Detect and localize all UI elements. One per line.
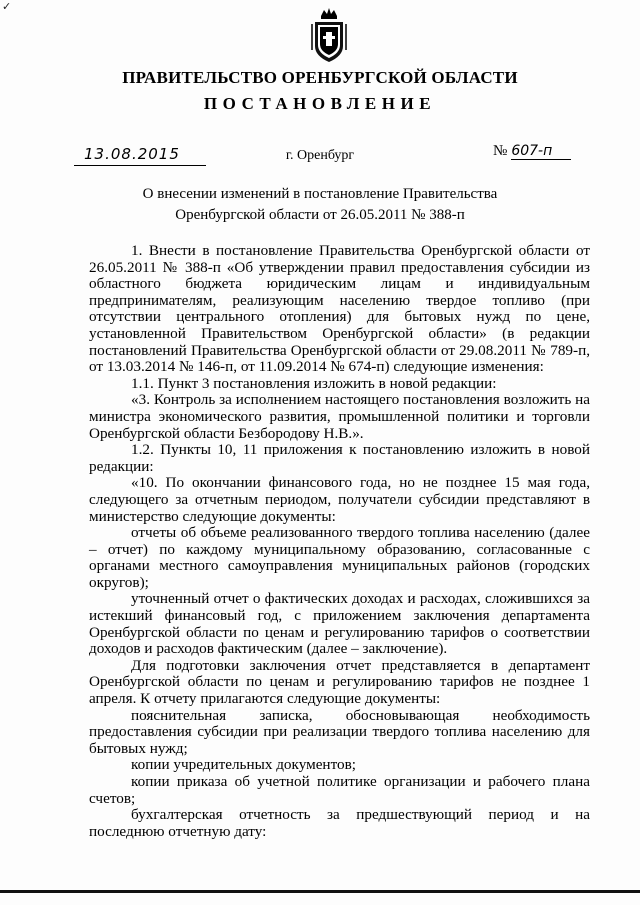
subject-line: О внесении изменений в постановление Правительства (142, 186, 498, 202)
body-paragraph: «3. Контроль за исполнением настоящего постановления возложить на министра экономического развития, промышленной политики и торговли Оренбургской области Безбородову Н.В.». (89, 391, 590, 442)
body-paragraph: уточненный отчет о фактических доходах и расходах, сложившихся за истекший финансовый год, с приложением заключения департамента Оренбургской области по ценам и регулированию тарифов о соответствии доходов и расходов фактическим (далее – заключение). (89, 590, 590, 658)
body-paragraph: копии учредительных документов; (131, 756, 356, 774)
coat-of-arms-icon (309, 6, 349, 64)
body-paragraph: отчеты об объеме реализованного твердого топлива населению (далее – отчет) по каждому муниципальному образованию, согласованные с органами местного самоуправления муниципальных районов (городских округов); (89, 524, 590, 591)
document-type-title: ПОСТАНОВЛЕНИЕ (203, 94, 437, 113)
body-paragraph: копии приказа об учетной политике организации и рабочего плана счетов; (89, 773, 590, 807)
document-body (89, 243, 590, 840)
body-paragraph: 1.1. Пункт 3 постановления изложить в новой редакции: (131, 374, 497, 392)
body-paragraph: 1. Внести в постановление Правительства Оренбургской области от 26.05.2011 № 388-п «Об утверждении правил предоставления субсидии из областного бюджета юридическим лицам и индивидуальным предпринимателям, реализующим населению твердое топливо (при отсутствии центрального отопления) для бытовых нужд по цене, установленной Правительством Оренбургской области» (в редакции постановлений Правительства Оренбургской области от 29.08.2011 № 789-п, от 13.03.2014 № 146-п, от 11.09.2014 № 674-п) следующие изменения: (89, 242, 590, 376)
body-paragraph: «10. По окончании финансового года, но не позднее 15 мая года, следующего за отчетным периодом, получатели субсидии представляют в министерство следующие документы: (89, 474, 590, 525)
number-sign: № (493, 143, 508, 159)
document-subject (0, 184, 640, 226)
corner-check-mark: ✓ (2, 1, 12, 13)
city-label: г. Оренбург (285, 148, 355, 163)
page-bottom-border (0, 890, 640, 893)
body-paragraph: пояснительная записка, обосновывающая необходимость предоставления субсидии при реализации твердого топлива населению для бытовых нужд; (89, 706, 590, 757)
body-paragraph: бухгалтерская отчетность за предшествующий период и на последнюю отчетную дату: (89, 806, 590, 840)
document-number (493, 143, 571, 160)
subject-line: Оренбургской области от 26.05.2011 № 388-п (175, 207, 465, 223)
organization-name: ПРАВИТЕЛЬСТВО ОРЕНБУРГСКОЙ ОБЛАСТИ (122, 68, 518, 87)
handwritten-number: 607-п (511, 143, 571, 160)
body-paragraph: Для подготовки заключения отчет представляется в департамент Оренбургской области по ценам и регулированию тарифов не позднее 1 апреля. К отчету прилагаются следующие документы: (89, 656, 590, 708)
body-paragraph: 1.2. Пункты 10, 11 приложения к постановлению изложить в новой редакции: (89, 441, 590, 475)
handwritten-date: 13.08.2015 (84, 145, 180, 163)
